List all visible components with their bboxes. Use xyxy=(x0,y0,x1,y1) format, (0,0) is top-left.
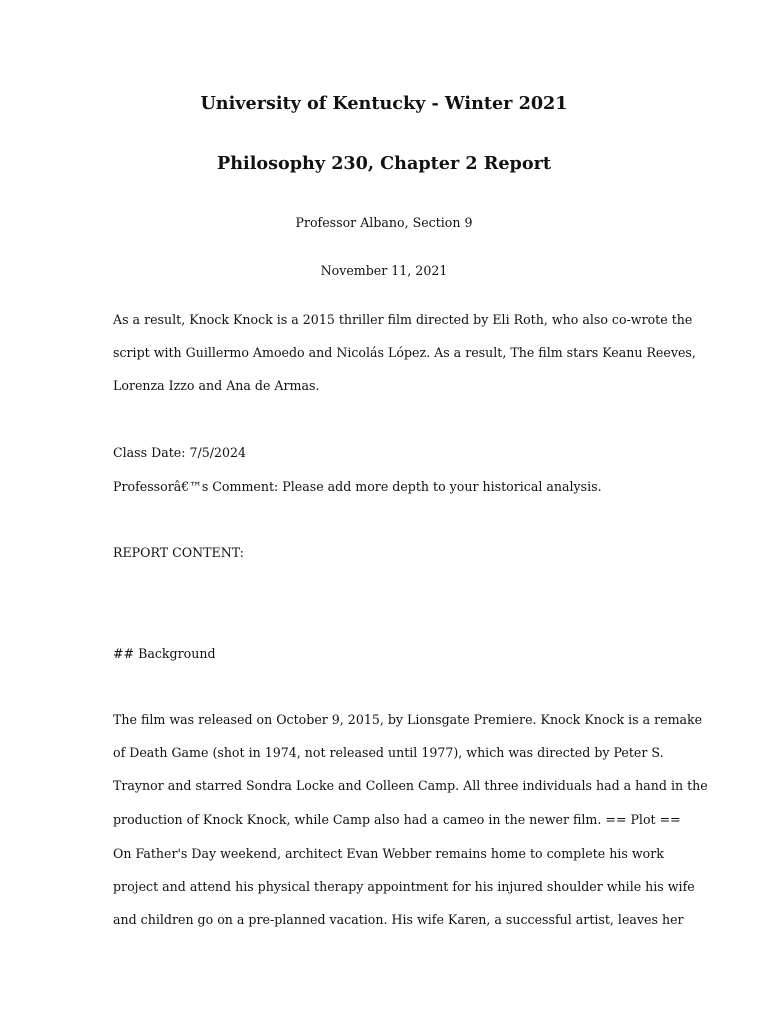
body-line: project and attend his physical therapy appointment for his injured shoulder while his wife xyxy=(113,879,695,894)
intro-line: script with Guillermo Amoedo and Nicolás López. As a result, The film stars Keanu Reeves, xyxy=(113,345,696,360)
professor-line: Professor Albano, Section 9 xyxy=(295,215,473,230)
report-content-label: REPORT CONTENT: xyxy=(113,545,244,560)
body-line: Traynor and starred Sondra Locke and Colleen Camp. All three individuals had a hand in the xyxy=(113,778,708,793)
professor-comment: Professorâ€™s Comment: Please add more depth to your historical analysis. xyxy=(113,479,602,494)
body-line: and children go on a pre-planned vacation. His wife Karen, a successful artist, leaves her xyxy=(113,912,684,927)
section-heading: ## Background xyxy=(113,646,216,661)
intro-line: Lorenza Izzo and Ana de Armas. xyxy=(113,378,320,393)
body-line: On Father's Day weekend, architect Evan Webber remains home to complete his work xyxy=(113,846,664,861)
university-title: University of Kentucky - Winter 2021 xyxy=(200,93,568,114)
date-line: November 11, 2021 xyxy=(320,263,448,278)
body-line: of Death Game (shot in 1974, not released until 1977), which was directed by Peter S. xyxy=(113,745,664,760)
intro-line: As a result, Knock Knock is a 2015 thriller film directed by Eli Roth, who also co-wrote the xyxy=(113,312,693,327)
class-date: Class Date: 7/5/2024 xyxy=(113,445,247,460)
body-line: production of Knock Knock, while Camp also had a cameo in the newer film. == Plot == xyxy=(113,812,681,827)
course-title: Philosophy 230, Chapter 2 Report xyxy=(216,153,551,174)
body-line: The film was released on October 9, 2015, by Lionsgate Premiere. Knock Knock is a remake xyxy=(113,712,703,727)
